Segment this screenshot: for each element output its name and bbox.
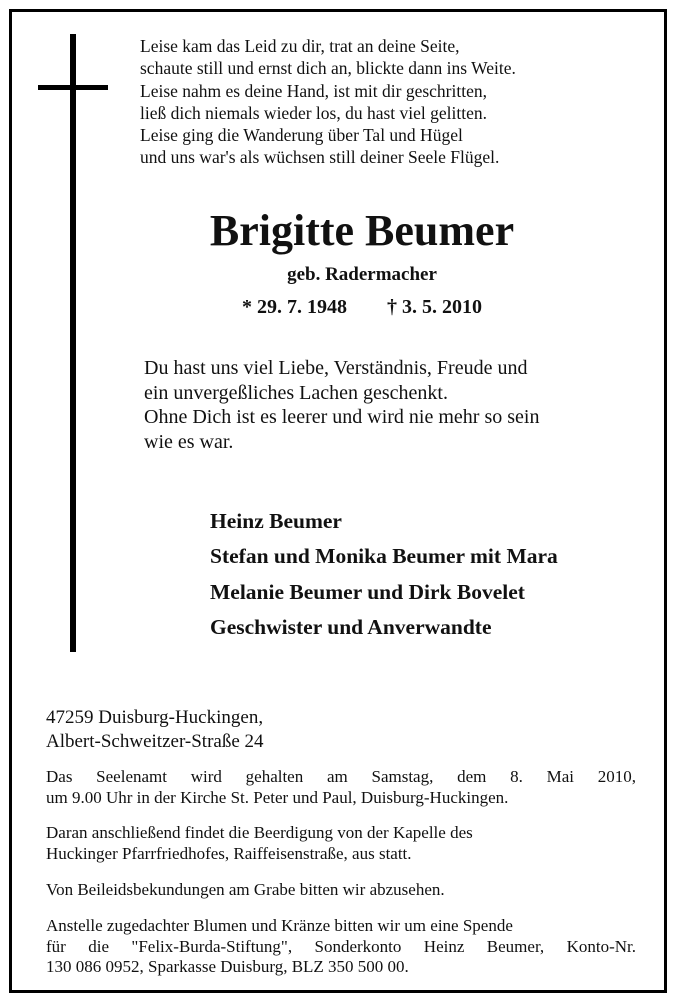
donation-paragraph xyxy=(46,916,636,978)
poem-line: und uns war's als wüchsen still deiner Seele Flügel. xyxy=(140,147,500,168)
poem-line: schaute still und ernst dich an, blickte dann ins Weite. xyxy=(140,58,516,79)
paragraph-line: um 9.00 Uhr in der Kirche St. Peter und Paul, Duisburg-Huckingen. xyxy=(46,787,509,807)
poem-line: Leise ging die Wanderung über Tal und Hügel xyxy=(140,125,463,146)
life-dates xyxy=(36,296,676,319)
paragraph-line: Huckinger Pfarrfriedhofes, Raiffeisenstraße, aus statt. xyxy=(46,843,412,863)
tribute-line: Ohne Dich ist es leerer und wird nie mehr so sein xyxy=(144,406,540,429)
poem-line: Leise kam das Leid zu dir, trat an deine Seite, xyxy=(140,36,460,56)
requiem-paragraph xyxy=(46,767,636,808)
poem xyxy=(140,35,640,169)
poem-line: ließ dich niemals wieder los, du hast viel gelitten. xyxy=(140,102,488,123)
death-date: † 3. 5. 2010 xyxy=(387,296,482,318)
tribute-line: Du hast uns viel Liebe, Verständnis, Freude und xyxy=(144,357,528,379)
burial-paragraph xyxy=(46,823,636,864)
paragraph-line: für die "Felix-Burda-Stiftung", Sonderkonto Heinz Beumer, Konto-Nr. xyxy=(46,936,636,956)
deceased-name: Brigitte Beumer xyxy=(209,206,515,255)
cross-icon xyxy=(70,34,76,652)
mourner: Melanie Beumer und Dirk Bovelet xyxy=(210,579,525,604)
paragraph-line: 130 086 0952, Sparkasse Duisburg, BLZ 350 500 00. xyxy=(46,957,409,976)
paragraph-line: Daran anschließend findet die Beerdigung von der Kapelle des xyxy=(46,823,473,842)
mourner: Geschwister und Anverwandte xyxy=(210,614,492,639)
address-line: Albert-Schweitzer-Straße 24 xyxy=(46,730,264,752)
paragraph-line: Das Seelenamt wird gehalten am Samstag, dem 8. Mai 2010, xyxy=(46,767,636,786)
condolences-paragraph xyxy=(46,880,636,901)
mourners-list xyxy=(210,504,558,645)
poem-line: Leise nahm es deine Hand, ist mit dir geschritten, xyxy=(140,80,487,101)
tribute-line: ein unvergeßliches Lachen geschenkt. xyxy=(144,381,448,404)
maiden-name: geb. Radermacher xyxy=(287,264,437,285)
mourner: Stefan und Monika Beumer mit Mara xyxy=(210,544,558,569)
birth-date: * 29. 7. 1948 xyxy=(242,296,347,318)
mourner: Heinz Beumer xyxy=(210,509,342,533)
tribute-text xyxy=(144,356,644,455)
tribute-line: wie es war. xyxy=(144,431,234,454)
paragraph-line: Von Beileidsbekundungen am Grabe bitten wir abzusehen. xyxy=(46,880,445,899)
obituary-notice xyxy=(9,9,667,993)
address xyxy=(46,706,264,753)
cross-bar xyxy=(38,85,108,90)
address-line: 47259 Duisburg-Huckingen, xyxy=(46,707,264,728)
paragraph-line: Anstelle zugedachter Blumen und Kränze bitten wir um eine Spende xyxy=(46,916,513,935)
